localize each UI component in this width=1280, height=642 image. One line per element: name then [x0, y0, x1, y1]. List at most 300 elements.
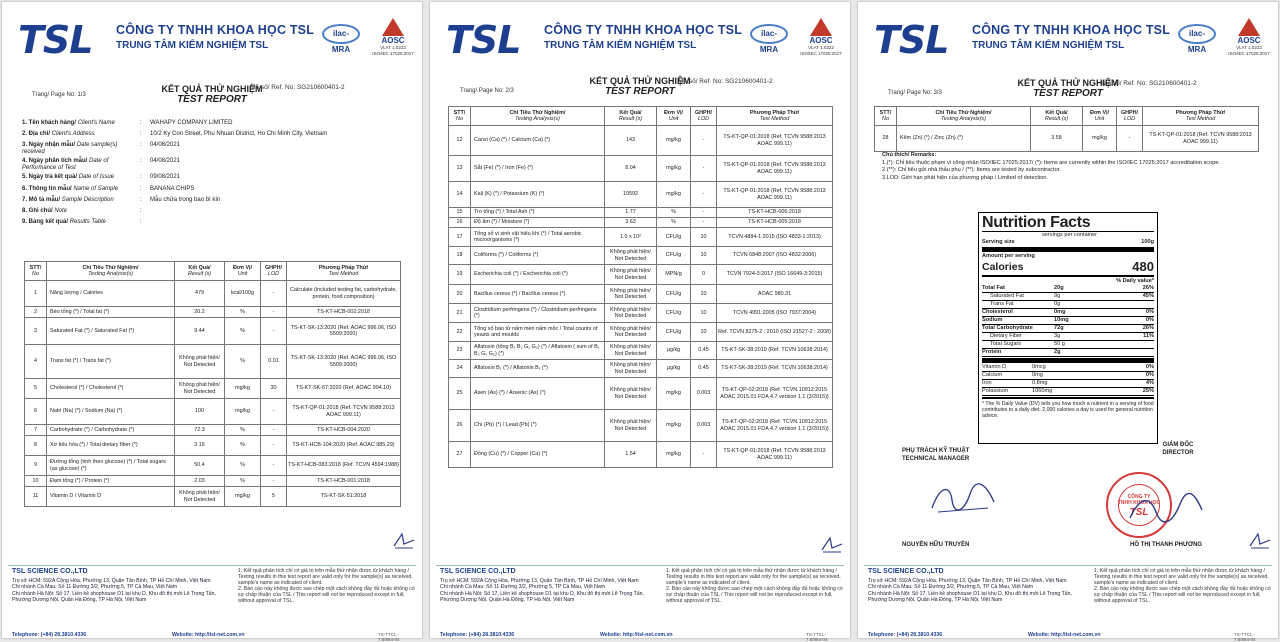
cell-unit: % — [225, 345, 261, 379]
cell-lod: - — [261, 456, 287, 476]
info-label: 2. Địa chỉ/ Client's Address — [22, 131, 95, 138]
cell-unit: CFU/g — [657, 323, 691, 342]
cell-method: TS-KT-HCB-001:2018 — [287, 476, 401, 487]
cell-lod: - — [261, 399, 287, 425]
cell-analysis: Vitamin D / Vitamin D — [47, 487, 175, 507]
info-value: 10/2 Ky Con Street, Phu Nhuan District, Ho Chi Minh City, Vietnam — [150, 131, 328, 138]
cell-result: 143 — [605, 126, 657, 156]
footer-website: Website: http://tsl-net.com.vn — [172, 632, 245, 638]
table-row — [449, 378, 833, 410]
nutrient-name: Total Carbohydrate — [982, 325, 1033, 331]
nutrient-dv: 45% — [1142, 293, 1154, 299]
cell-no: 5 — [25, 379, 47, 399]
cell-lod: 0.003 — [691, 378, 717, 410]
nutrient-row — [982, 325, 1154, 332]
serving-size-label: Serving size — [982, 239, 1015, 245]
cell-method: TS-KT-QP-01:2018 (Ref. TCVN 9588:2013 AOAC 999.11) — [717, 182, 833, 208]
table-row — [449, 265, 833, 285]
cell-result: 2.03 — [175, 476, 225, 487]
nutrient-amount: 0mg — [1054, 309, 1066, 315]
cell-result: Không phát hiện/ Not Detected — [605, 247, 657, 265]
cell-result: 3.58 — [1031, 126, 1083, 152]
director-title: GIÁM ĐỐC DIRECTOR — [1162, 442, 1194, 456]
company-name: CÔNG TY TNHH KHOA HỌC TSL — [116, 23, 315, 37]
col-no-header: STT/ No — [25, 262, 47, 281]
cell-result: Không phát hiện/ Not Detected — [175, 379, 225, 399]
cell-analysis: Clostridium perfringens (*) / Clostridium perfringens (*) — [471, 304, 605, 323]
footer-telephone: Telephone: (+84) 28.3810.4336 — [440, 632, 515, 638]
nutrient-name: Cholesterol — [982, 309, 1013, 315]
cell-method: TS-KT-QP-01:2018 (Ref. TCVN 9588:2013 AOAC 999.11) — [717, 156, 833, 182]
nutrient-dv: 26% — [1142, 285, 1154, 291]
cell-method: TS-KT-QP-02:2018 (Ref. TCVN 10912:2015 AOAC 2015.01 FDA 4.7 version 1.1 (3/2015)) — [717, 378, 833, 410]
info-colon: : — [140, 207, 142, 214]
table-row — [25, 318, 401, 345]
cell-result: Không phát hiện/ Not Detected — [605, 265, 657, 285]
results-table — [448, 106, 833, 468]
cell-no: 8 — [25, 436, 47, 456]
nutrient-dv: 0% — [1145, 309, 1154, 315]
report-page-2 — [430, 2, 850, 642]
client-info — [22, 120, 402, 230]
col-unit-header: Đơn Vị/ Unit — [1083, 107, 1117, 126]
cell-method: TCVN 4991:2005 (ISO 7937:2004) — [717, 304, 833, 323]
info-colon: : — [140, 196, 142, 203]
info-label: 7. Mô tả mẫu/ Sample Description — [22, 196, 114, 203]
nutrient-row — [982, 285, 1154, 292]
cell-unit: kcal/100g — [225, 281, 261, 307]
cell-result: Không phát hiện/ Not Detected — [175, 345, 225, 379]
info-value: 09/08/2021 — [150, 174, 181, 181]
tsl-logo: TSL — [18, 18, 93, 62]
cell-lod: - — [691, 126, 717, 156]
col-result-header: Kết Quả/ Result (s) — [175, 262, 225, 281]
col-unit-header: Đơn Vị/ Unit — [225, 262, 261, 281]
cell-no: 24 — [449, 360, 471, 378]
calories-label: Calories — [982, 261, 1024, 273]
nutrient-amount: 0g — [1054, 301, 1061, 307]
cell-lod: 10 — [691, 247, 717, 265]
serving-size-value: 100g — [1141, 239, 1154, 245]
cell-unit: CFU/g — [657, 304, 691, 323]
calories-value: 480 — [1132, 259, 1154, 274]
cell-method: TS-KT-QP-01:2018 (Ref. TCVN 9588:2013 AOAC 999.11) — [287, 399, 401, 425]
vitamin-name: Potassium — [982, 388, 1009, 394]
cell-lod: - — [1117, 126, 1143, 152]
info-row — [22, 158, 402, 174]
table-row — [25, 476, 401, 487]
cell-result: Không phát hiện/ Not Detected — [605, 342, 657, 360]
aosc-logo: AOSC VLAT 1.0222 ISO/IEC 17025:2017 — [368, 18, 418, 62]
footer-note-1: 1. Kết quả phân tích chỉ có giá trị trên mẫu thử nhận được từ khách hàng / Testing results in this test report are valid only for the sample(s) as received, sample's name as indicated of client. — [1094, 568, 1269, 586]
cell-unit: % — [225, 456, 261, 476]
table-row — [449, 218, 833, 228]
results-table — [24, 261, 401, 507]
letterhead — [16, 18, 412, 64]
cell-analysis: Tổng số bào tử nấm men nấm mốc / Total counts of yeasts and moulds — [471, 323, 605, 342]
footer-camau: Chi nhánh Cà Mau: Số 11 Đường 3/2, Phường 5, TP Cà Mau, Việt Nam — [440, 584, 606, 591]
letterhead — [872, 18, 1268, 64]
company-name: CÔNG TY TNHH KHOA HỌC TSL — [972, 23, 1171, 37]
cell-result: 8.04 — [605, 156, 657, 182]
cell-lod: 0.45 — [691, 360, 717, 378]
cell-no: 25 — [449, 378, 471, 410]
footer-telephone: Telephone: (+84) 28.3810.4336 — [12, 632, 87, 638]
cell-unit: % — [225, 318, 261, 345]
cell-result: 72.3 — [175, 425, 225, 436]
nutrition-footnote: * The % Daily Value (DV) tells you how much a nutrient in a serving of food contributes to a daily diet. 2,000 calories a day is used for general nutrition advice. — [982, 401, 1154, 420]
footer-note-1: 1. Kết quả phân tích chỉ có giá trị trên mẫu thử nhận được từ khách hàng / Testing results in this test report are valid only for the sample(s) as received, sample's name as indicated of client. — [666, 568, 841, 586]
col-analysis-header: Chỉ Tiêu Thử Nghiệm/ Testing Analysis(s) — [471, 107, 605, 126]
info-row — [22, 208, 402, 219]
cell-analysis: Xơ tiêu hóa (*) / Total dietary fiber (*) — [47, 436, 175, 456]
ilac-mra-logo: ilac-MRA — [322, 24, 360, 54]
vitamin-dv: 25% — [1142, 388, 1154, 394]
info-row — [22, 142, 402, 158]
cell-no: 17 — [449, 228, 471, 247]
cell-unit: MPN/g — [657, 265, 691, 285]
cell-lod: 30 — [261, 379, 287, 399]
info-row — [22, 174, 402, 185]
cell-no: 13 — [449, 156, 471, 182]
cell-lod: - — [691, 218, 717, 228]
cell-method: TS-KT-HCB-104:2020 (Ref. AOAC 985.29) — [287, 436, 401, 456]
cell-method: TS-KT-QP-01:2018 (Ref. TCVN 9588:2013 AOAC 999.11) — [1143, 126, 1259, 152]
vitamin-amount: 0mcg — [1032, 364, 1046, 370]
table-row — [25, 345, 401, 379]
info-colon: : — [140, 174, 142, 181]
table-row — [449, 410, 833, 442]
cell-lod: 0 — [691, 265, 717, 285]
nutrient-row — [982, 333, 1154, 340]
initials-mark — [392, 532, 416, 550]
cell-analysis: Coliforms (*) / Coliforms (*) — [471, 247, 605, 265]
cell-unit: mg/kg — [225, 399, 261, 425]
footer-note-2: 2. Báo cáo này không được sao chép một cách không đầy đủ hoặc không có sự chấp thuận của TSL / This report will not be reproduced except in full, without approval of TSL. — [666, 586, 843, 604]
cell-lod: 10 — [691, 323, 717, 342]
nutrient-name: Sodium — [982, 317, 1003, 323]
remarks — [882, 152, 1252, 182]
col-result-header: Kết Quả/ Result (s) — [605, 107, 657, 126]
cell-lod: - — [691, 208, 717, 218]
nutrient-amount: 2g — [1054, 349, 1061, 355]
info-colon: : — [140, 142, 142, 149]
col-unit-header: Đơn Vị/ Unit — [657, 107, 691, 126]
company-seal: CÔNG TY TNHH KHOA HỌC TSL — [1106, 472, 1172, 538]
footer-hcm: Trụ sở HCM: 592A Cộng Hòa, Phường 13, Quận Tân Bình, TP Hồ Chí Minh, Việt Nam — [440, 578, 639, 584]
nutrition-title: Nutrition Facts — [982, 214, 1091, 231]
vitamin-dv: 4% — [1145, 380, 1154, 386]
footer — [8, 568, 416, 642]
nutrient-dv: 0% — [1145, 317, 1154, 323]
vitamin-row — [982, 372, 1154, 379]
cell-lod: 10 — [691, 228, 717, 247]
cell-no: 18 — [449, 247, 471, 265]
nutrient-dv: 11% — [1143, 333, 1154, 339]
cell-lod: - — [261, 307, 287, 318]
cell-analysis: Natri (Na) (*) / Sodium (Na) (*) — [47, 399, 175, 425]
info-label: 9. Bảng kết quả/ Results Table — [22, 219, 106, 226]
info-colon: : — [140, 131, 142, 138]
cell-no: 7 — [25, 425, 47, 436]
technical-manager-title: PHỤ TRÁCH KỸ THUẬT TECHNICAL MANAGER — [902, 448, 970, 462]
cell-result: 1.0 x 10² — [605, 228, 657, 247]
ilac-mra-logo: ilac-MRA — [1178, 24, 1216, 54]
col-analysis-header: Chỉ Tiêu Thử Nghiệm/ Testing Analysis(s) — [897, 107, 1031, 126]
cell-result: 479 — [175, 281, 225, 307]
cell-method: TS-KT-SK-13:2020 (Ref. AOAC 996.06, ISO 5509:2000) — [287, 345, 401, 379]
col-analysis-header: Chỉ Tiêu Thử Nghiệm/ Testing Analysis(s) — [47, 262, 175, 281]
cell-no: 16 — [449, 218, 471, 228]
cell-unit: mg/kg — [1083, 126, 1117, 152]
info-value: 04/08/2021 — [150, 158, 181, 165]
table-row — [449, 442, 833, 468]
cell-method: TS-KT-SK-13:2020 (Ref. AOAC 996.06, ISO 5509:2000) — [287, 318, 401, 345]
results-table — [874, 106, 1259, 152]
report-page-3 — [858, 2, 1278, 642]
company-name: CÔNG TY TNHH KHOA HỌC TSL — [544, 23, 743, 37]
cell-analysis: Năng lượng / Calories — [47, 281, 175, 307]
table-row — [449, 182, 833, 208]
table-header-row — [449, 107, 833, 126]
cell-method: TS-KT-HCB-006:2018 — [717, 208, 833, 218]
footer-hcm: Trụ sở HCM: 592A Cộng Hòa, Phường 13, Quận Tân Bình, TP Hồ Chí Minh, Việt Nam — [868, 578, 1067, 584]
col-result-header: Kết Quả/ Result (s) — [1031, 107, 1083, 126]
report-page-1 — [2, 2, 422, 642]
cell-result: 10592 — [605, 182, 657, 208]
info-label: 4. Ngày phân tích mẫu/ Date of Performance of Test — [22, 158, 109, 172]
center-name: TRUNG TÂM KIỂM NGHIỆM TSL — [116, 40, 269, 51]
report-title-en: TEST REPORT — [1033, 88, 1103, 99]
info-value: BANANA CHIPS — [150, 185, 195, 192]
cell-unit: mg/kg — [657, 182, 691, 208]
nutrient-amount: 72g — [1054, 325, 1064, 331]
col-lod-header: GHPH/ LOD — [261, 262, 287, 281]
cell-lod: - — [261, 281, 287, 307]
info-label: 8. Ghi chú/ Note — [22, 207, 68, 214]
cell-lod: 0.45 — [691, 342, 717, 360]
aosc-logo: AOSC VLAT 1.0222 ISO/IEC 17025:2017 — [1224, 18, 1274, 62]
table-row — [449, 323, 833, 342]
info-value: WAHAPY COMPANY LIMITED — [150, 120, 233, 126]
cell-method: TS-KT-HCB-002:2018 — [287, 307, 401, 318]
footer-hanoi: Chi nhánh Hà Nội: Số 17, Liền kề shophouse D1 tại khu D, Khu đô thị mới Lê Trọng Tấn, Phường Dương Nội, Quận Hà Đông, TP Hà Nội, Việt Nam — [868, 590, 1073, 604]
cell-unit: µg/kg — [657, 360, 691, 378]
cell-unit: mg/kg — [657, 126, 691, 156]
cell-analysis: Chì (Pb) (*) / Lead (Pb) (*) — [471, 410, 605, 442]
vitamin-amount: 1060mg — [1032, 388, 1053, 394]
table-row — [449, 247, 833, 265]
info-colon: : — [140, 219, 142, 226]
info-label: 1. Tên khách hàng/ Client's Name — [22, 120, 115, 126]
cell-no: 20 — [449, 285, 471, 304]
col-method-header: Phương Pháp Thử/ Test Method — [287, 262, 401, 281]
footer-note-1: 1. Kết quả phân tích chỉ có giá trị trên mẫu thử nhận được từ khách hàng / Testing results in this test report are valid only for the sample(s) as received, sample's name as indicated of client. — [238, 568, 413, 586]
cell-result: Không phát hiện/ Not Detected — [175, 487, 225, 507]
nutrient-name: Total Fat — [982, 285, 1005, 291]
cell-analysis: Đồng (Cu) (*) / Copper (Cu) (*) — [471, 442, 605, 468]
cell-result: 9.44 — [175, 318, 225, 345]
remark-2: 2.(**): Chỉ tiêu gửi nhà thầu phụ / (**): Items are tested by subcontractor. — [882, 167, 1061, 174]
form-code: TS-TTCL-7.8/984-04 — [1234, 632, 1256, 642]
report-title-vn: KẾT QUẢ THỬ NGHIỆM — [1017, 78, 1119, 88]
cell-no: 9 — [25, 456, 47, 476]
vitamin-dv: 0% — [1145, 372, 1154, 378]
cell-method: TS-KT-SK-38:2019 (Ref. TCVN 10638:2014) — [717, 342, 833, 360]
tsl-logo: TSL — [446, 18, 521, 62]
cell-no: 3 — [25, 318, 47, 345]
cell-lod: 10 — [691, 304, 717, 323]
cell-method: TS-KT-HCB-083:2018 (Ref. TCVN 4594:1988) — [287, 456, 401, 476]
vitamin-amount: 0.8mg — [1032, 380, 1048, 386]
cell-result: 3.63 — [605, 218, 657, 228]
nutrient-amount: 50 g — [1054, 341, 1065, 347]
cell-unit: CFU/g — [657, 247, 691, 265]
cell-unit: % — [225, 425, 261, 436]
nutrient-amount: 10mg — [1054, 317, 1069, 323]
cell-method: TS-KT-HCB-005:2018 — [717, 218, 833, 228]
cell-no: 28 — [875, 126, 897, 152]
footer-hanoi: Chi nhánh Hà Nội: Số 17, Liền kề shophouse D1 tại khu D, Khu đô thị mới Lê Trọng Tấn, Phường Dương Nội, Quận Hà Đông, TP Hà Nội, Việt Nam — [12, 590, 217, 604]
cell-method: TCVN 6848:2007 (ISO 4832:2006) — [717, 247, 833, 265]
nutrient-name: Trans Fat — [990, 301, 1014, 307]
info-row — [22, 131, 402, 142]
cell-lod: - — [691, 182, 717, 208]
cell-result: Không phát hiện/ Not Detected — [605, 304, 657, 323]
cell-unit: % — [657, 218, 691, 228]
nutrient-row — [982, 301, 1154, 308]
director-name: HỒ THỊ THANH PHƯƠNG — [1130, 542, 1203, 548]
footer — [436, 568, 844, 642]
cell-analysis: Asen (As) (*) / Arsenic (As) (*) — [471, 378, 605, 410]
col-lod-header: GHPH/ LOD — [691, 107, 717, 126]
footer-company: TSL SCIENCE CO.,LTD — [868, 568, 944, 575]
nutrition-facts-label — [978, 212, 1158, 444]
technical-manager-signature — [928, 478, 998, 518]
cell-unit: mg/kg — [657, 378, 691, 410]
ilac-mra-logo: ilac-MRA — [750, 24, 788, 54]
cell-analysis: Bacillus cereus (*) / Bacillus cereus (*) — [471, 285, 605, 304]
info-value: 04/08/2021 — [150, 142, 181, 149]
footer-camau: Chi nhánh Cà Mau: Số 11 Đường 3/2, Phường 5, TP Cà Mau, Việt Nam — [868, 584, 1034, 591]
cell-lod: 0.003 — [691, 410, 717, 442]
nutrient-row — [982, 317, 1154, 324]
info-colon: : — [140, 185, 142, 192]
cell-method: TCVN 7924-3:2017 (ISO 16649-3:2015) — [717, 265, 833, 285]
cell-method: TS-KT-SK-51:2018 — [287, 487, 401, 507]
cell-method: TS-KT-SK-67:2020 (Ref. AOAC 994.10) — [287, 379, 401, 399]
report-number: Mã số/ Ref. No: SG210600401-2 — [678, 78, 773, 85]
cell-unit: mg/kg — [657, 442, 691, 468]
cell-unit: % — [657, 208, 691, 218]
cell-result: Không phát hiện/ Not Detected — [605, 378, 657, 410]
cell-analysis: Sắt (Fe) (*) / Iron (Fe) (*) — [471, 156, 605, 182]
cell-lod: - — [261, 476, 287, 487]
cell-no: 10 — [25, 476, 47, 487]
cell-result: Không phát hiện/ Not Detected — [605, 323, 657, 342]
nutrient-row — [982, 309, 1154, 316]
cell-unit: mg/kg — [225, 379, 261, 399]
page-number: Trang/ Page No: 3/3 — [888, 90, 942, 96]
col-lod-header: GHPH/ LOD — [1117, 107, 1143, 126]
cell-method: TS-KT-QP-01:2018 (Ref. TCVN 9588:2013 AOAC 999.11) — [717, 126, 833, 156]
director-signature — [1126, 492, 1206, 528]
cell-result: Không phát hiện/ Not Detected — [605, 360, 657, 378]
cell-result: Không phát hiện/ Not Detected — [605, 410, 657, 442]
vitamin-name: Iron — [982, 380, 992, 386]
col-method-header: Phương Pháp Thử/ Test Method — [1143, 107, 1259, 126]
footer-hanoi: Chi nhánh Hà Nội: Số 17, Liền kề shophouse D1 tại khu D, Khu đô thị mới Lê Trọng Tấn, Phường Dương Nội, Quận Hà Đông, TP Hà Nội, Việt Nam — [440, 590, 645, 604]
info-value: Mẫu chứa trong bao bì kín — [150, 196, 221, 203]
cell-analysis: Kali (K) (*) / Potassium (K) (*) — [471, 182, 605, 208]
table-header-row — [25, 262, 401, 281]
cell-analysis: Canxi (Ca) (*) / Calcium (Ca) (*) — [471, 126, 605, 156]
info-colon: : — [140, 158, 142, 165]
cell-result: 20.2 — [175, 307, 225, 318]
footer-website: Website: http://tsl-net.com.vn — [600, 632, 673, 638]
table-row — [25, 487, 401, 507]
table-row — [449, 208, 833, 218]
report-title-vn: KẾT QUẢ THỬ NGHIỆM — [161, 84, 263, 94]
footer-camau: Chi nhánh Cà Mau: Số 11 Đường 3/2, Phường 5, TP Cà Mau, Việt Nam — [12, 584, 178, 591]
cell-lod: 5 — [261, 487, 287, 507]
initials-mark — [820, 536, 844, 554]
letterhead — [444, 18, 840, 64]
report-number: Mã số/ Ref. No: SG210600401-2 — [250, 84, 345, 91]
nutrient-dv: 26% — [1142, 325, 1154, 331]
cell-result: Không phát hiện/ Not Detected — [605, 285, 657, 304]
table-row — [25, 425, 401, 436]
cell-analysis: Đạm tổng (*) / Protein (*) — [47, 476, 175, 487]
remark-1: 1.(*): Chỉ tiêu thuộc phạm vi công nhận ISO/IEC 17025:2017/ (*): Items are currently within the ISO/IEC 17025:2017 accreditation scope. — [882, 159, 1220, 166]
cell-lod: - — [261, 436, 287, 456]
page-number: Trang/ Page No: 1/3 — [32, 92, 86, 98]
cell-result: 100 — [175, 399, 225, 425]
cell-unit: CFU/g — [657, 228, 691, 247]
footer-telephone: Telephone: (+84) 28.3810.4336 — [868, 632, 943, 638]
nutrient-name: Dietary Fiber — [990, 333, 1023, 339]
technical-manager-name: NGUYỄN HỮU TRUYỀN — [902, 542, 970, 548]
nutrient-amount: 20g — [1054, 285, 1064, 291]
col-method-header: Phương Pháp Thử/ Test Method — [717, 107, 833, 126]
cell-analysis: Béo tổng (*) / Total fat (*) — [47, 307, 175, 318]
nutrient-amount: 3g — [1054, 333, 1061, 339]
cell-analysis: Escherichia coli (*) / Escherichia coli (*) — [471, 265, 605, 285]
cell-analysis: Aflatoxin B₁ (*) / Aflatoxin B₁ (*) — [471, 360, 605, 378]
nutrient-amount: 9g — [1054, 293, 1061, 299]
footer-company: TSL SCIENCE CO.,LTD — [440, 568, 516, 575]
table-row — [25, 307, 401, 318]
cell-unit: µg/kg — [657, 342, 691, 360]
cell-analysis: Cholesterol (*) / Cholesterol (*) — [47, 379, 175, 399]
cell-result: 1.54 — [605, 442, 657, 468]
info-label: 6. Thông tin mẫu/ Name of Sample — [22, 185, 119, 192]
info-row — [22, 120, 402, 131]
footer-company: TSL SCIENCE CO.,LTD — [12, 568, 88, 575]
vitamin-amount: 0mg — [1032, 372, 1043, 378]
footer-note-2: 2. Báo cáo này không được sao chép một cách không đầy đủ hoặc không có sự chấp thuận của TSL / This report will not be reproduced except in full, without approval of TSL. — [238, 586, 415, 604]
cell-method: TS-KT-QP-02:2018 (Ref. TCVN 10912:2015 AOAC 2015.01 FDA 4.7 version 1.1 (3/2015)) — [717, 410, 833, 442]
vitamin-name: Calcium — [982, 372, 1003, 378]
cell-lod: - — [261, 425, 287, 436]
cell-analysis: Aflatoxin (tổng B₁ B₂ G₁ G₂) (*) / Aflatoxin ( sum of B₁ B₂ G₁ G₂) (*) — [471, 342, 605, 360]
center-name: TRUNG TÂM KIỂM NGHIỆM TSL — [972, 40, 1125, 51]
cell-lod: - — [691, 156, 717, 182]
nutrient-name: Protein — [982, 349, 1002, 355]
nutrient-name: Total Sugars — [990, 341, 1022, 347]
form-code: TS-TTCL-7.8/984-04 — [806, 632, 828, 642]
cell-no: 22 — [449, 323, 471, 342]
